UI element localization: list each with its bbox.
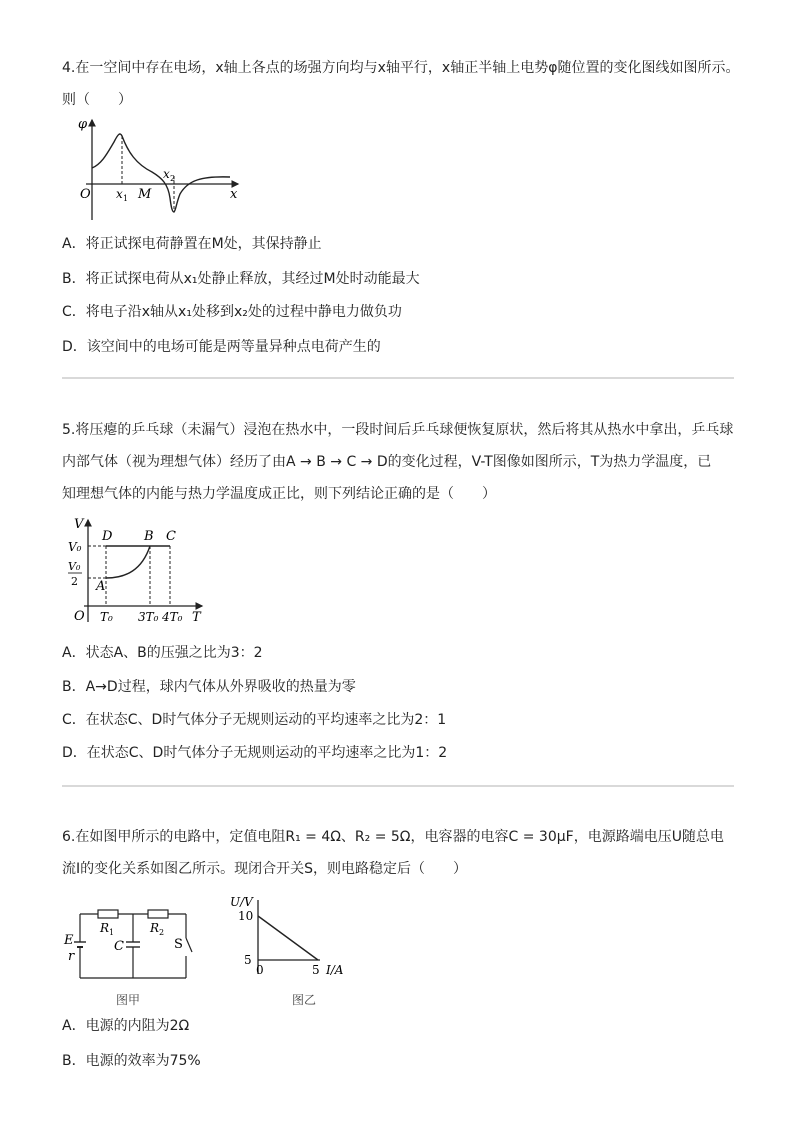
q5-3t0-label: 3T₀ [138, 610, 159, 624]
q5-t0-label: T₀ [100, 610, 113, 624]
q6-u10-label: 10 [238, 909, 254, 923]
q6-switch [186, 938, 192, 952]
q6-r2-sub: 2 [159, 928, 165, 937]
q6-stem-line2: 流I的变化关系如图乙所示。现闭合开关S，则电路稳定后（ ） [62, 861, 468, 877]
q5-origin-label: O [74, 609, 85, 624]
q4-option-d: D．该空间中的电场可能是两等量异种点电荷产生的 [62, 339, 381, 355]
q4-phi-x-graph [72, 112, 252, 224]
q6-fig-yi-caption: 图乙 [292, 993, 317, 1007]
q5-4t0-label: 4T₀ [162, 610, 183, 624]
q6-u-i-graph [222, 886, 362, 1012]
q6-e-label: E [64, 933, 74, 948]
q5-v-t-graph [62, 514, 212, 626]
q5-option-b: B．A→D过程，球内气体从外界吸收的热量为零 [62, 679, 356, 695]
q5-v-label: V [74, 517, 84, 532]
q4-option-b: B．将正试探电荷从x₁处静止释放，其经过M处时动能最大 [62, 271, 420, 287]
q6-stem-line1: 6.在如图甲所示的电路中，定值电阻R₁ = 4Ω、R₂ = 5Ω，电容器的电容C = 30μF，电源路端电压U随总电 [62, 829, 724, 845]
q6-circuit-diagram [62, 900, 202, 1012]
q6-i0-label: 0 [256, 963, 264, 977]
q6-option-b: B．电源的效率为75% [62, 1053, 201, 1069]
q4-origin-label: O [80, 187, 91, 202]
q6-c-label: C [114, 939, 124, 954]
q4-m-label: M [138, 187, 152, 202]
q5-stem-line3: 知理想气体的内能与热力学温度成正比，则下列结论正确的是（ ） [62, 486, 496, 502]
q4-x-label: x [230, 187, 238, 202]
q6-i-label: I/A [326, 963, 344, 977]
q6-i5-label: 5 [312, 963, 320, 977]
q4-phi-label: φ [78, 117, 88, 132]
q5-a-label: A [96, 579, 106, 594]
q5-stem-line2: 内部气体（视为理想气体）经历了由A → B → C → D的变化过程，V-T图像如图所示，T为热力学温度，已 [62, 454, 712, 470]
q4-option-a: A．将正试探电荷静置在M处，其保持静止 [62, 236, 322, 252]
q6-r2-resistor [148, 910, 168, 918]
q5-v0-label: V₀ [68, 540, 82, 554]
q5-option-d: D．在状态C、D时气体分子无规则运动的平均速率之比为1：2 [62, 745, 448, 761]
q4-x2-label: x [163, 167, 170, 181]
separator [62, 785, 734, 787]
q6-u-label: U/V [230, 895, 253, 909]
q6-r-label: r [68, 949, 75, 964]
q6-r1-sub: 1 [109, 928, 115, 937]
q5-option-a: A．状态A、B的压强之比为3：2 [62, 645, 263, 661]
q6-s-label: S [174, 937, 183, 952]
separator [62, 377, 734, 379]
q5-c-label: C [166, 529, 176, 544]
q4-x1-sub: 1 [123, 194, 129, 203]
q4-x1-label: x [116, 187, 123, 201]
q5-ab-curve [106, 546, 150, 578]
q5-v0half-num: V₀ [68, 560, 81, 573]
q5-t-label: T [192, 610, 201, 625]
q6-option-a: A．电源的内阻为2Ω [62, 1018, 190, 1034]
q5-stem-line1: 5.将压瘪的乒乓球（未漏气）浸泡在热水中，一段时间后乒乓球便恢复原状，然后将其从热水中拿出，乒乓球 [62, 422, 734, 438]
q5-b-label: B [144, 529, 154, 544]
q6-r2-label: R [150, 921, 160, 935]
q6-u5-label: 5 [244, 953, 252, 967]
q6-r1-resistor [98, 910, 118, 918]
q4-x2-sub: 2 [170, 174, 176, 183]
q6-u-i-line [258, 916, 318, 960]
q4-stem-line2: 则（ ） [62, 92, 132, 108]
q4-option-c: C．将电子沿x轴从x₁处移到x₂处的过程中静电力做负功 [62, 304, 402, 320]
q5-v0half-den: 2 [71, 575, 78, 588]
q6-fig-jia-caption: 图甲 [116, 993, 141, 1007]
q6-r1-label: R [100, 921, 110, 935]
q4-stem-line1: 4.在一空间中存在电场，x轴上各点的场强方向均与x轴平行，x轴正半轴上电势φ随位置的变化图线如图所示。 [62, 60, 740, 76]
q5-option-c: C．在状态C、D时气体分子无规则运动的平均速率之比为2：1 [62, 712, 447, 728]
q5-d-label: D [102, 529, 113, 544]
q4-phi-curve [92, 134, 230, 212]
